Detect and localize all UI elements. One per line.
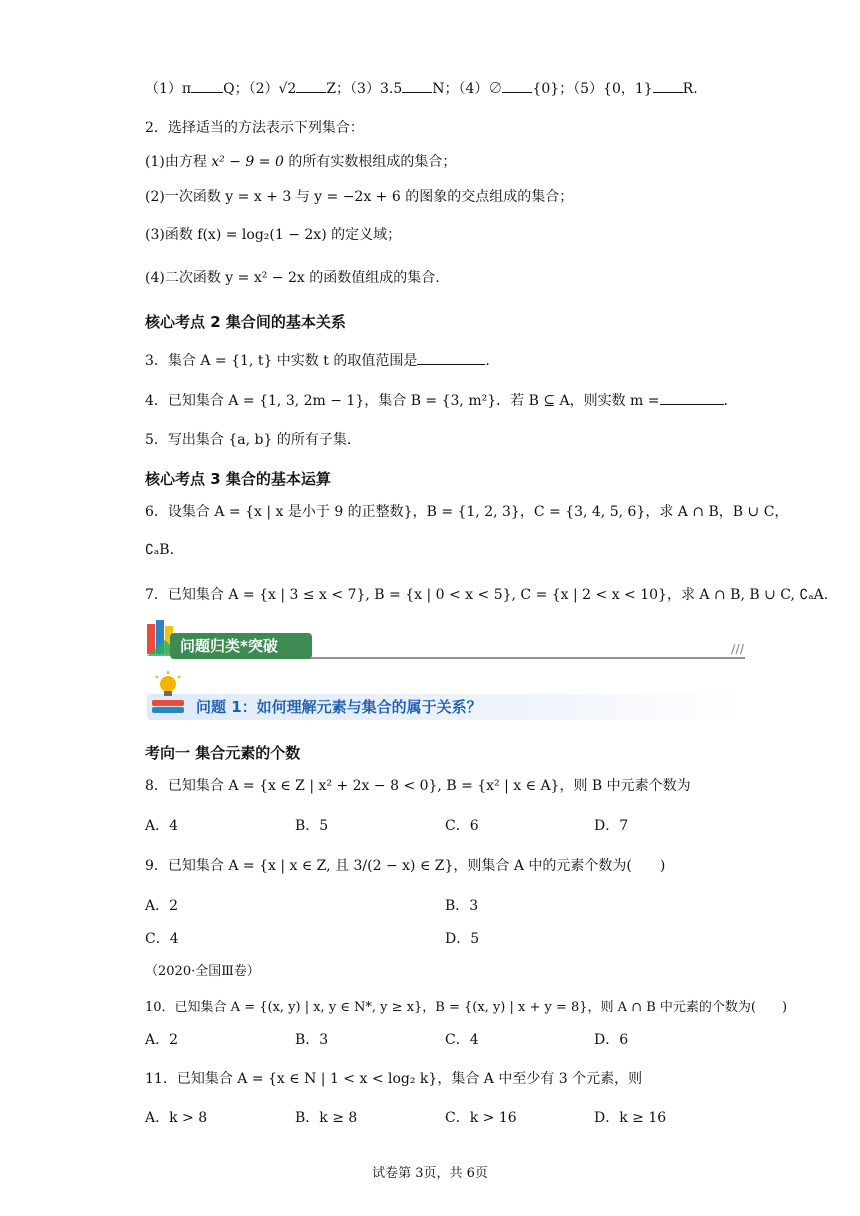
equation: x² − 9 = 0 — [211, 154, 284, 170]
question-5: 5．写出集合 {a, b} 的所有子集. — [145, 432, 352, 448]
option-b[interactable]: B．5 — [295, 818, 329, 834]
question-banner-title: 问题 1：如何理解元素与集合的属于关系？ — [196, 698, 482, 716]
option-c[interactable]: C．6 — [445, 818, 479, 834]
lightbulb-icon — [150, 670, 186, 718]
option-d[interactable]: D．7 — [594, 818, 629, 834]
text: 3．集合 A = {1, t} 中实数 t 的取值范围是 — [145, 353, 418, 369]
text: . — [723, 393, 728, 409]
q1-part: N；（4）∅ — [432, 81, 503, 97]
section-banner-title: 问题归类*突破 — [170, 633, 312, 659]
q1-part: Z；（3）3.5 — [326, 81, 403, 97]
text: 的所有实数根组成的集合； — [283, 154, 457, 170]
question-7: 7．已知集合 A = {x | 3 ≤ x < 7}, B = {x | 0 < x < 5}, C = {x | 2 < x < 10}，求 A ∩ B, B ∪ C, ∁ₐA. — [145, 587, 829, 603]
option-c[interactable]: C．4 — [145, 931, 179, 947]
option-b[interactable]: B．3 — [445, 898, 479, 914]
question-2-item-2: (2)一次函数 y = x + 3 与 y = −2x + 6 的图象的交点组成的集合； — [145, 189, 574, 205]
question-2-item-3: (3)函数 f(x) = log₂(1 − 2x) 的定义域； — [145, 227, 402, 243]
question-8-stem: 8．已知集合 A = {x ∈ Z | x² + 2x − 8 < 0}, B = {x² | x ∈ A}，则 B 中元素个数为 — [145, 778, 691, 794]
option-a[interactable]: A．2 — [145, 1032, 179, 1048]
q1-part: {0}；（5）{0，1} — [532, 81, 653, 97]
option-b[interactable]: B．3 — [295, 1032, 329, 1048]
direction-heading: 考向一 集合元素的个数 — [145, 744, 301, 762]
option-d[interactable]: D．5 — [445, 931, 480, 947]
text: . — [485, 353, 490, 369]
option-d[interactable]: D．k ≥ 16 — [594, 1110, 667, 1126]
question-4 — [145, 390, 728, 411]
q1-part: （1）π — [145, 81, 192, 97]
section-heading: 核心考点 2 集合间的基本关系 — [145, 313, 346, 331]
banner-decoration: /// — [731, 642, 745, 656]
question-3 — [145, 350, 490, 371]
question-9-stem: 9．已知集合 A = {x | x ∈ Z, 且 3/(2 − x) ∈ Z}，则集合 A 中的元素个数为( ) — [145, 858, 666, 874]
text: 4．已知集合 A = {1, 3, 2m − 1}，集合 B = {3, m²}．若 B ⊆ A，则实数 m = — [145, 393, 660, 409]
answer-blank[interactable] — [653, 78, 683, 93]
option-c[interactable]: C．k > 16 — [445, 1110, 517, 1126]
answer-blank[interactable] — [417, 350, 485, 365]
question-11-stem: 11．已知集合 A = {x ∈ N | 1 < x < log₂ k}，集合 A 中至少有 3 个元素，则 — [145, 1071, 643, 1087]
page-footer: 试卷第 3页，共 6页 — [372, 1166, 488, 1181]
option-d[interactable]: D．6 — [594, 1032, 629, 1048]
question-2-item-1 — [145, 152, 456, 172]
q1-sqrt: √2 — [278, 81, 297, 97]
q1-part: R. — [682, 81, 698, 97]
answer-blank[interactable] — [296, 78, 326, 93]
question-2-item-4: (4)二次函数 y = x² − 2x 的函数值组成的集合. — [145, 270, 440, 286]
answer-blank[interactable] — [402, 78, 432, 93]
question-2-title: 2．选择适当的方法表示下列集合： — [145, 120, 364, 136]
question-6-line-1: 6．设集合 A = {x | x 是小于 9 的正整数}，B = {1, 2, 3}，C = {3, 4, 5, 6}，求 A ∩ B，B ∪ C， — [145, 504, 789, 520]
text: (1)由方程 — [145, 154, 212, 170]
section-heading: 核心考点 3 集合的基本运算 — [145, 470, 331, 488]
q1-part: Q；（2） — [223, 81, 279, 97]
option-a[interactable]: A．2 — [145, 898, 179, 914]
option-b[interactable]: B．k ≥ 8 — [295, 1110, 358, 1126]
answer-blank[interactable] — [660, 390, 724, 405]
answer-blank[interactable] — [502, 78, 532, 93]
option-c[interactable]: C．4 — [445, 1032, 479, 1048]
answer-blank[interactable] — [191, 78, 223, 93]
option-a[interactable]: A．k > 8 — [145, 1110, 208, 1126]
question-source: （2020·全国Ⅲ卷） — [145, 964, 260, 979]
question-1-line — [145, 78, 698, 99]
question-6-line-2: ∁ₐB. — [145, 542, 175, 558]
question-10-stem: 10．已知集合 A = {(x, y) | x, y ∈ N*, y ≥ x}，B = {(x, y) | x + y = 8}，则 A ∩ B 中元素的个数为( ) — [145, 1000, 788, 1015]
option-a[interactable]: A．4 — [145, 818, 179, 834]
